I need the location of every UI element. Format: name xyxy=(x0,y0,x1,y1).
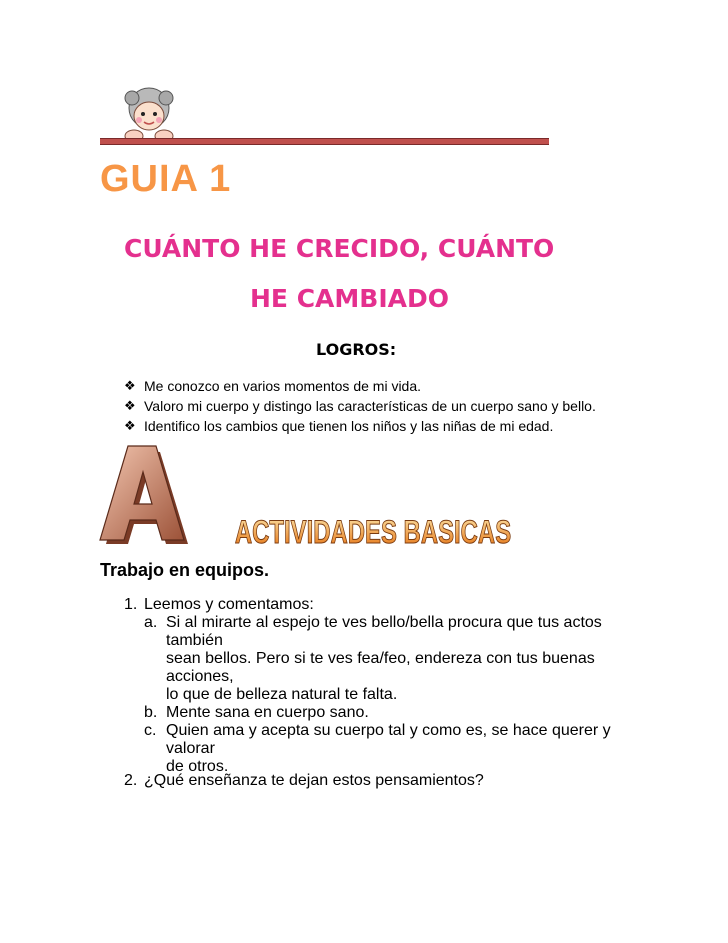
sub-text-line: Quien ama y acepta su cuerpo tal y como es, se hace querer y valorar xyxy=(166,722,611,757)
section-heading: Trabajo en equipos. xyxy=(100,560,270,580)
list-item xyxy=(124,396,596,416)
logros-heading: LOGROS: xyxy=(316,340,397,359)
sub-text-line: Si al mirarte al espejo te ves bello/bella procura que tus actos también xyxy=(166,614,602,649)
wordart-text: ACTIVIDADES BASICAS xyxy=(234,514,512,551)
logro-text: Identifico los cambios que tienen los niños y las niñas de mi edad. xyxy=(144,418,554,434)
section-letter: A xyxy=(98,444,99,445)
list-item xyxy=(124,596,624,614)
header-rule xyxy=(100,138,549,145)
page-title-line-2: HE CAMBIADO xyxy=(250,284,449,313)
list-number: 1. xyxy=(124,596,138,613)
list-number: 2. xyxy=(124,772,138,789)
logro-text: Valoro mi cuerpo y distingo las características de un cuerpo sano y bello. xyxy=(144,398,596,414)
list-text: Leemos y comentamos: xyxy=(144,596,314,613)
sub-item-c xyxy=(144,722,624,776)
numbered-list-item-1 xyxy=(124,596,624,776)
list-text: ¿Qué enseñanza te dejan estos pensamientos? xyxy=(144,772,484,789)
list-item xyxy=(124,376,596,396)
sub-letter: b. xyxy=(144,704,158,721)
sub-letter: c. xyxy=(144,722,157,739)
list-item xyxy=(124,416,596,436)
sub-text-line: lo que de belleza natural te falta. xyxy=(166,686,398,703)
sub-item-b xyxy=(144,704,624,722)
guide-word: GUIA xyxy=(100,158,198,200)
numbered-list-item-2 xyxy=(124,772,484,790)
guide-number: 1 xyxy=(209,158,232,200)
diamond-bullet-icon: ❖ xyxy=(124,418,136,433)
activities-wordart xyxy=(234,506,512,551)
sub-letter: a. xyxy=(144,614,158,631)
letter-a-3d-icon xyxy=(98,444,194,550)
sub-text-line: sean bellos. Pero si te ves fea/feo, endereza con tus buenas acciones, xyxy=(166,650,595,685)
sub-item-a xyxy=(144,614,624,704)
logros-list xyxy=(124,376,596,436)
guide-title xyxy=(100,158,231,201)
sub-text-line: Mente sana en cuerpo sano. xyxy=(166,704,369,721)
diamond-bullet-icon: ❖ xyxy=(124,378,136,393)
sub-text-line: de otros. xyxy=(166,758,229,775)
diamond-bullet-icon: ❖ xyxy=(124,398,136,413)
page-title-line-1: CUÁNTO HE CRECIDO, CUÁNTO xyxy=(124,234,555,263)
logro-text: Me conozco en varios momentos de mi vida. xyxy=(144,378,422,394)
